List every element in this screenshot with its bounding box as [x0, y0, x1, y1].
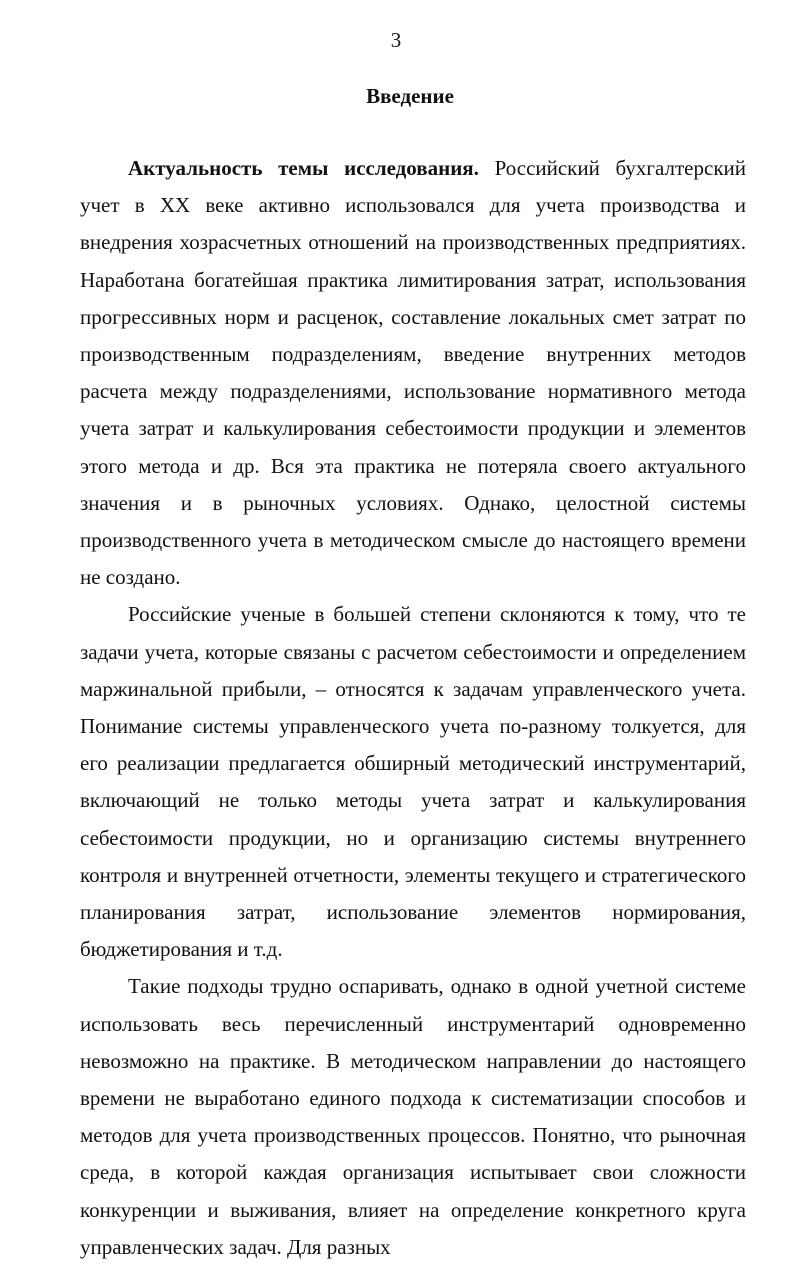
page-number: 3: [390, 28, 402, 52]
paragraph-lead: Актуальность темы исследования.: [128, 156, 479, 180]
paragraph-russian-scholars: [80, 596, 746, 968]
paragraph-text: Российские ученые в большей степени склоняются к тому, что те задачи учета, которые связаны с расчетом себестоимости и определением маржинальной прибыли, – относятся к задачам управленческого учета. Понимание системы управленческого учета по-разному толкуется, для его реализации предлагается обширный методический инструментарий, включающий не только методы учета затрат и калькулирования себестоимости продукции, но и организацию системы внутреннего контроля и внутренней отчетности, элементы текущего и стратегического планирования затрат, использование элементов нормирования, бюджетирования и т.д.: [80, 602, 746, 962]
paragraph-text: Российский бухгалтерский учет в XX веке активно использовался для учета производства и внедрения хозрасчетных отношений на производственных предприятиях. Наработана богатейшая практика лимитирования затрат, использования прогрессивных норм и расценок, составление локальных смет затрат по производственным подразделениям, введение внутренних методов расчета между подразделениями, использование нормативного метода учета затрат и калькулирования себестоимости продукции и элементов этого метода и др. Вся эта практика не потеряла своего актуального значения и в рыночных условиях. Однако, целостной системы производственного учета в методическом смысле до настоящего времени не создано.: [80, 156, 746, 590]
paragraph-approaches: [80, 968, 746, 1266]
paragraph-text: Такие подходы трудно оспаривать, однако в одной учетной системе использовать весь перечисленный инструментарий одновременно невозможно на практике. В методическом направлении до настоящего времени не выработано единого подхода к систематизации способов и методов для учета производственных процессов. Понятно, что рыночная среда, в которой каждая организация испытывает свои сложности конкуренции и выживания, влияет на определение конкретного круга управленческих задач. Для разных: [80, 974, 746, 1259]
section-heading: Введение: [366, 84, 454, 108]
paragraph-relevance: [80, 150, 746, 596]
body-text: [80, 150, 746, 1266]
